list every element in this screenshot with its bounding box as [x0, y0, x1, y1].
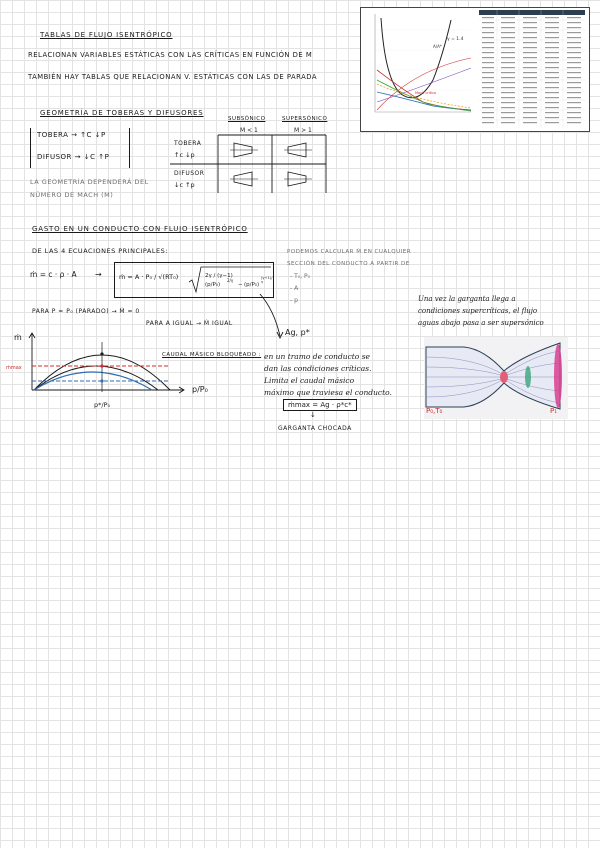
- nozzle-outlet-label: P₁: [550, 407, 558, 415]
- calc-line-1: PODEMOS CALCULAR Ṁ EN CUALQUIER: [287, 249, 412, 255]
- calc-line-2: SECCIÓN DEL CONDUCTO A PARTIR DE: [287, 261, 410, 267]
- section-title-geometria: GEOMETRÍA DE TOBERAS Y DIFUSORES: [40, 109, 204, 117]
- formula-mdot-box: [114, 262, 274, 298]
- row-tobera-rule: ↑c ↓p: [174, 151, 195, 159]
- label-ag-pstar: Ag, p*: [285, 328, 310, 337]
- graph-astar-label: A/A*: [433, 44, 442, 49]
- garganta-note-2: condiciones supercríticas, el flujo: [418, 307, 538, 315]
- arrow-down-icon: ↓: [310, 411, 316, 419]
- pasted-reference-image: [360, 7, 590, 132]
- text-intro-ecuaciones: DE LAS 4 ECUACIONES PRINCIPALES:: [32, 247, 168, 255]
- geometry-table: [170, 115, 330, 195]
- mmax-formula-box: ṁmax = Ag · ρ*c*: [283, 399, 357, 411]
- isentropic-table-grid: [479, 10, 585, 128]
- graph-gamma-label: γ = 1.4: [447, 37, 464, 42]
- caudal-desc-1: en un tramo de conducto se: [264, 352, 370, 361]
- rule-difusor: DIFUSOR → ↓C ↑P: [37, 153, 110, 161]
- rules-bracket: [30, 128, 130, 168]
- section-title-tablas: TABLAS DE FLUJO ISENTRÓPICO: [40, 31, 173, 39]
- col-subsonico-cond: M < 1: [240, 127, 258, 134]
- formula-gamma-frac: 2γ / (γ−1): [205, 273, 233, 279]
- section-title-gasto: GASTO EN UN CONDUCTO CON FLUJO ISENTRÓPICO: [32, 225, 248, 233]
- caudal-desc-3: Limita el caudal másico: [264, 376, 355, 385]
- graph-pstar-label: p*/P₀: [94, 401, 111, 409]
- formula-p2: (p/P₀): [244, 282, 260, 288]
- graph-mmax-label: ṁmax: [6, 365, 22, 371]
- graph-y-label: ṁ: [14, 333, 22, 342]
- garganta-note-3: aguas abajo pasa a ser supersónico: [418, 319, 544, 327]
- col-supersonico-cond: M > 1: [294, 127, 312, 134]
- row-difusor: DIFUSOR: [174, 170, 205, 177]
- formula-minus: −: [238, 282, 243, 288]
- text-tambien: TAMBIÉN HAY TABLAS QUE RELACIONAN V. ESTÁTICAS CON LAS DE PARADA: [28, 73, 317, 81]
- garganta-note-1: Una vez la garganta llega a: [418, 295, 516, 303]
- curved-arrow-icon: [258, 292, 288, 342]
- laval-nozzle-image: [424, 337, 568, 419]
- text-para-p0: PARA P = P₀ (PARADO) → Ṁ = 0: [32, 308, 140, 315]
- caudal-desc-2: dan las condiciones críticas.: [264, 364, 372, 373]
- text-para-a-igual: PARA A IGUAL → Ṁ IGUAL: [146, 320, 233, 327]
- formula-exp1: 2/γ: [227, 278, 234, 283]
- mdot-vs-pressure-graph: [6, 328, 250, 412]
- text-relacionan: RELACIONAN VARIABLES ESTÁTICAS CON LAS CRÍTICAS EN FUNCIÓN DE M: [28, 51, 313, 59]
- isentropic-table: [479, 10, 585, 128]
- nozzle-drawing: [424, 337, 568, 419]
- graph-mach-label: Mach crítico: [415, 91, 437, 95]
- calc-item-t0p0: - T₀, P₀: [290, 273, 310, 280]
- graph-x-label: p/P₀: [192, 385, 208, 394]
- isentropic-ratios-graph: [363, 10, 475, 128]
- arrow-icon: →: [95, 270, 102, 279]
- note-geometria-1: LA GEOMETRÍA DEPENDERÁ DEL: [30, 178, 149, 186]
- geometry-grid-lines: [170, 115, 330, 195]
- calc-item-p: - p: [290, 297, 298, 304]
- garganta-chocada: GARGANTA CHOCADA: [278, 425, 352, 432]
- col-subsonico: SUBSÓNICO: [228, 116, 266, 122]
- formula-p1: (p/P₀): [205, 282, 221, 288]
- nozzle-inlet-label: P₀,T₀: [426, 407, 443, 415]
- caudal-desc-4: máximo que traviesa el conducto.: [264, 388, 392, 397]
- row-difusor-rule: ↓c ↑p: [174, 181, 195, 189]
- rule-tobera: TOBERA → ↑C ↓P: [37, 131, 106, 139]
- formula-exp2: (γ+1)/γ: [261, 276, 273, 284]
- formula-left: ṁ = A · P₀ / √(RT₀): [119, 273, 179, 281]
- row-tobera: TOBERA: [174, 140, 202, 147]
- calc-item-a: - A: [290, 285, 299, 292]
- formula-mdot-basic: ṁ = c · ρ · A: [30, 270, 77, 279]
- caudal-bloqueado-title: CAUDAL MÁSICO BLOQUEADO :: [162, 352, 262, 358]
- note-geometria-2: NÚMERO DE MACH (M): [30, 191, 114, 199]
- col-supersonico: SUPERSÓNICO: [282, 116, 328, 122]
